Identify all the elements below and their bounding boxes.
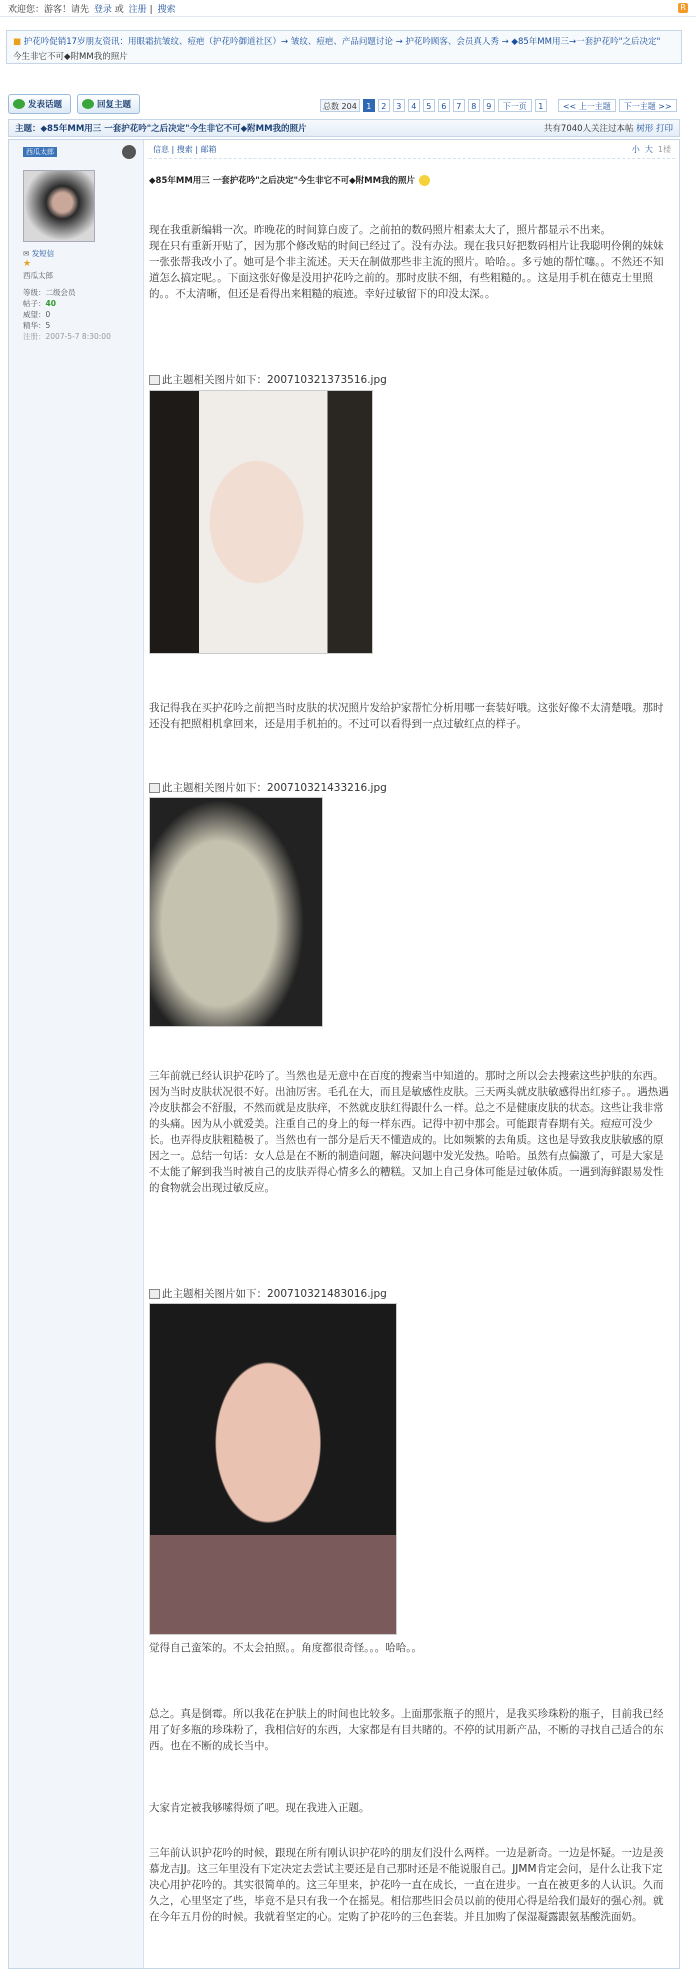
print-link[interactable]: 打印 bbox=[655, 124, 673, 134]
top-bar bbox=[0, 0, 696, 17]
photo-3[interactable] bbox=[149, 1303, 397, 1635]
author-posts: 帖子：40 bbox=[23, 299, 56, 308]
page-7[interactable]: 7 bbox=[453, 99, 465, 112]
bullet-icon: ■ bbox=[13, 37, 22, 47]
font-small-button[interactable]: 小 bbox=[631, 144, 640, 154]
login-prompt: 欢迎您：游客！请先 登录 或 注册 | 搜索 bbox=[8, 4, 176, 15]
register-link[interactable]: 注册 bbox=[128, 4, 147, 15]
image-icon bbox=[149, 375, 160, 385]
tree-view-link[interactable]: 树形 bbox=[636, 124, 654, 134]
login-link[interactable]: 登录 bbox=[93, 4, 112, 15]
page-2[interactable]: 2 bbox=[378, 99, 390, 112]
prev-topic-button[interactable]: << 上一主题 bbox=[558, 99, 616, 112]
post-paragraph-3: 三年前就已经认识护花吟了。当然也是无意中在百度的搜索当中知道的。那时之所以会去搜索这些护肤的东西。因为当时皮肤状况很不好。出油厉害。毛孔在大，而且是敏感性皮肤。三天两头就皮肤敏感得出红疹子。。遇热遇冷皮肤都会不舒服，不然而就是皮肤痒，不然就皮肤红得跟什么一样。总之不是健康皮肤的状态。这些让我非常的头痛。因为从小就爱美。注重自己的身上的每一样东西。记得中初中那会。可能跟青春期有关。痘痘可没少长。也弄得皮肤粗糙极了。当然也有一部分是后天不懂造成的。比如频繁的去角质。这也是导致我皮肤敏感的原因之一。总结一句话：女人总是在不断的制造问题，解决问题中发光发热。哈哈。虽然有点偏激了，可是大家是不太能了解到我当时被自己的皮肤弄得心情多么的糟糕。又加上自己身体可能是过敏体质。一遇到海鲜跟易发性的食物就会出现过敏反应。 bbox=[149, 1070, 669, 1194]
post-toolbar: 信息 | 搜索 | 邮箱 小 大 1楼 bbox=[149, 140, 675, 159]
search-link[interactable]: 搜索 bbox=[157, 4, 176, 15]
image-icon bbox=[149, 783, 160, 793]
page-8[interactable]: 8 bbox=[468, 99, 480, 112]
post-1 bbox=[8, 139, 680, 1969]
author-elite: 精华：5 bbox=[23, 321, 51, 330]
page-5[interactable]: 5 bbox=[423, 99, 435, 112]
send-pm-link[interactable]: 发短信 bbox=[31, 249, 55, 258]
page-1[interactable]: 1 bbox=[363, 99, 375, 112]
floor-number: 1楼 bbox=[657, 144, 671, 154]
font-big-button[interactable]: 大 bbox=[644, 144, 653, 154]
topic-title: 主题：◆85年MM用三 一套护花吟"之后决定"今生非它不可◆附MM我的照片 bbox=[15, 124, 307, 134]
welcome-text: 欢迎您：游客！请先 bbox=[8, 4, 90, 15]
rss-icon[interactable]: R bbox=[678, 3, 688, 13]
author-name: 西瓜太郎 bbox=[23, 271, 53, 280]
new-topic-icon bbox=[13, 99, 25, 109]
or-text: 或 bbox=[114, 4, 124, 15]
author-panel bbox=[9, 140, 144, 1968]
post-paragraph-4: 觉得自己蛮笨的。不太会拍照。。角度都很奇怪。。。哈哈。。 bbox=[149, 1642, 422, 1654]
breadcrumb-path[interactable]: 护花吟促销17岁朋友资讯：用眼霜抗皱纹、痘疤（护花吟御道社区）→ 皱纹、痘疤、产品问题讨论 → 护花吟顾客、会员真人秀 → ◆85年MM用三→一套护花吟"之后决定" bbox=[23, 37, 661, 47]
author-level: 等级：二级会员 bbox=[23, 288, 76, 297]
page-4[interactable]: 4 bbox=[408, 99, 420, 112]
post-title: ◆85年MM用三 一套护花吟"之后决定"今生非它不可◆附MM我的照片 bbox=[149, 174, 430, 186]
image-caption-3: 此主题相关图片如下：200710321483016.jpg bbox=[149, 1286, 387, 1301]
next-topic-button[interactable]: 下一主题 >> bbox=[619, 99, 677, 112]
post-paragraph-6: 大家肯定被我够嗦得烦了吧。现在我进入正题。 bbox=[149, 1802, 370, 1814]
breadcrumb-topic: 今生非它不可◆附MM我的照片 bbox=[13, 52, 128, 62]
author-info bbox=[23, 248, 111, 342]
image-caption-2: 此主题相关图片如下：200710321433216.jpg bbox=[149, 780, 387, 795]
image-caption-1: 此主题相关图片如下：200710321373516.jpg bbox=[149, 372, 387, 387]
breadcrumb bbox=[6, 30, 682, 64]
image-icon bbox=[149, 1289, 160, 1299]
page-jump-input[interactable]: 1 bbox=[535, 99, 547, 112]
author-registered: 注册：2007-5-7 8:30:00 bbox=[23, 332, 111, 341]
avatar bbox=[23, 170, 95, 242]
photo-1[interactable] bbox=[149, 390, 373, 654]
author-prestige: 威望：0 bbox=[23, 310, 51, 319]
total-count: 总数 204 bbox=[320, 99, 360, 112]
reply-icon bbox=[82, 99, 94, 109]
page-6[interactable]: 6 bbox=[438, 99, 450, 112]
rank-star-icon: ★ bbox=[23, 259, 32, 269]
post-paragraph-2: 我记得我在买护花吟之前把当时皮肤的状况照片发给护家帮忙分析用哪一套装好哦。这张好像不太清楚哦。那时还没有把照相机拿回来，还是用手机拍的。不过可以看得到一点过敏红点的样子。 bbox=[149, 702, 664, 730]
post-paragraph-1: 现在我重新编辑一次。昨晚花的时间算白废了。之前拍的数码照片相素太大了，照片都显示不出来。 现在只有重新开贴了，因为那个修改贴的时间已经过了。没有办法。现在我只好把数码相片让我聪明伶俐的妹妹一张张帮我改小了。她可是个非主流述。天天在制做那些非主流的照片。哈哈。。多亏她的帮忙噻。。不然还不知道怎么搞定呢。。下面这张好像是没用护花吟之前的。那时皮肤不细，有些粗糙的。。这是用手机在德克士里照的。。不太清晰，但还是看得出来粗糙的痕迹。幸好过敏留下的印没太深。。 bbox=[149, 224, 664, 300]
reply-button[interactable]: 回复主题 bbox=[77, 94, 140, 114]
envelope-icon: ✉ bbox=[23, 249, 30, 258]
author-name-tag[interactable]: 西瓜太郎 bbox=[23, 147, 57, 157]
page-9[interactable]: 9 bbox=[483, 99, 495, 112]
email-link[interactable]: 邮箱 bbox=[200, 144, 217, 154]
page-3[interactable]: 3 bbox=[393, 99, 405, 112]
topic-meta bbox=[544, 122, 673, 134]
post-content bbox=[149, 140, 675, 1968]
info-link[interactable]: 信息 bbox=[153, 144, 169, 154]
photo-2[interactable] bbox=[149, 797, 323, 1027]
post-paragraph-5: 总之。真是倒霉。所以我花在护肤上的时间也比较多。上面那张瓶子的照片，是我买珍珠粉的瓶子，目前我已经用了好多瓶的珍珠粉了，我相信好的东西，大家都是有目共睹的。不停的试用新产品，不断的寻找自己适合的东西。也在不断的成长当中。 bbox=[149, 1708, 664, 1752]
search-posts-link[interactable]: 搜索 bbox=[176, 144, 193, 154]
new-topic-button[interactable]: 发表话题 bbox=[8, 94, 71, 114]
online-status-icon bbox=[122, 145, 136, 159]
view-count: 共有7040人关注过本帖 bbox=[543, 124, 634, 134]
action-buttons bbox=[8, 94, 140, 114]
next-page-button[interactable]: 下一页 bbox=[498, 99, 532, 112]
post-paragraph-7: 三年前认识护花吟的时候，跟现在所有刚认识护花吟的朋友们没什么两样。一边是新奇。一边是怀疑。一边是羡慕龙吉JJ。这三年里没有下定决定去尝试主要还是自己那时还是不能说服自己。JJMM肯定会问，是什么让我下定决心用护花吟的。其实很简单的。这三年里来，护花吟一直在成长，一直在进步。一直在被更多的人认识。久而久之，心里坚定了些，毕竟不是只有我一个在摇晃。相信那些旧会员以前的使用心得是给我们最好的强心剂。就在今年五月份的时候。我就着坚定的心。定购了护花吟的三色套装。并且加购了保湿凝露跟氨基酸洗面奶。 bbox=[149, 1847, 664, 1923]
topic-header bbox=[8, 119, 680, 137]
pagination bbox=[320, 99, 677, 112]
smiley-icon bbox=[419, 175, 430, 186]
